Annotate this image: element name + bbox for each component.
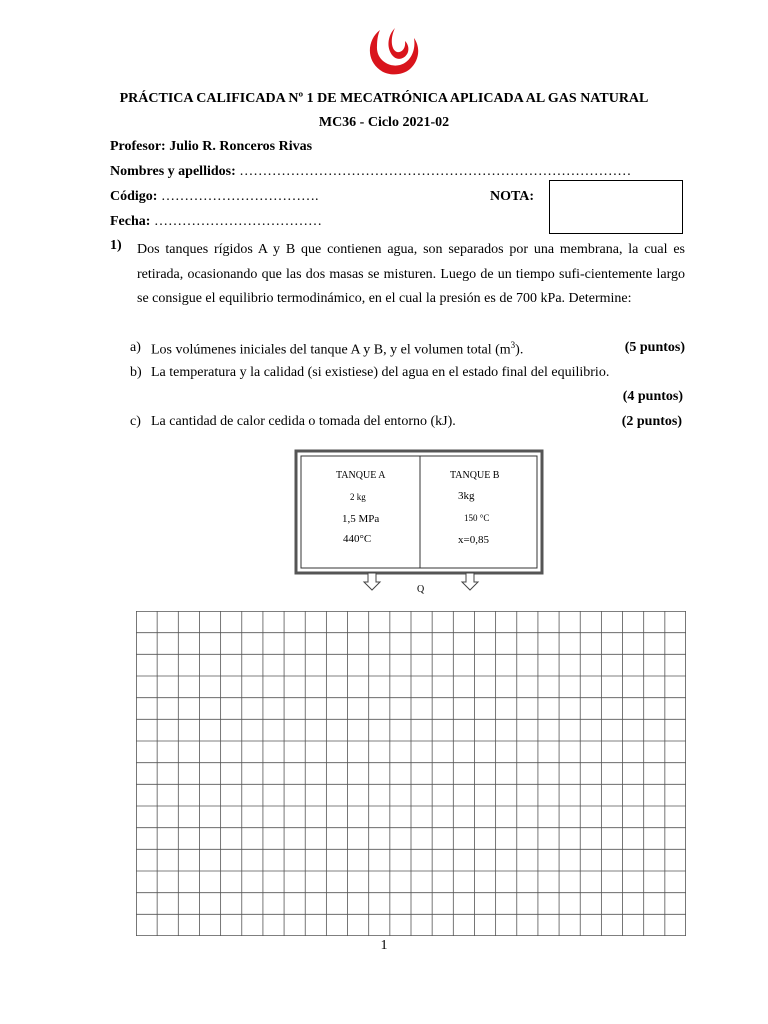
question-text: Dos tanques rígidos A y B que contienen agua, son separados por una membrana, la cual es retirada, ocasionando que las dos masas se misturen. Luego de un tiempo sufi-cientemente largo se consigue el equilibrio termodinámico, en el cual la presión es de 700 kPa. Determine: — [137, 242, 685, 306]
grade-box[interactable] — [549, 180, 683, 234]
exam-subtitle: MC36 - Ciclo 2021-02 — [318, 115, 450, 130]
tank-outer-frame — [296, 451, 542, 573]
item-a-text-end: ). — [515, 342, 524, 358]
grade-label: NOTA: — [490, 189, 535, 204]
tank-a-mass: 2 kg — [350, 492, 366, 502]
name-field[interactable] — [110, 164, 631, 180]
item-a-text — [151, 340, 523, 359]
question-number: 1) — [110, 238, 122, 253]
exam-title: PRÁCTICA CALIFICADA Nº 1 DE MECATRÓNICA APLICADA AL GAS NATURAL — [119, 91, 649, 106]
tank-b-mass: 3kg — [458, 490, 475, 502]
heat-arrow-b-icon — [462, 573, 478, 590]
heat-label: Q — [417, 584, 425, 595]
item-a-letter: a) — [130, 340, 141, 355]
tank-a-pressure: 1,5 MPa — [342, 513, 380, 525]
item-a-superscript: 3 — [510, 340, 516, 350]
code-label: Código: — [110, 189, 158, 204]
item-b-points: (4 puntos) — [622, 389, 683, 404]
tank-a-temperature: 440°C — [343, 533, 372, 545]
heat-arrow-a-icon — [364, 573, 380, 590]
page-number: 1 — [380, 938, 388, 953]
code-field[interactable] — [110, 189, 318, 205]
tank-b-temperature: 150 °C — [464, 513, 490, 523]
tank-b-label: TANQUE B — [450, 470, 500, 481]
item-a-text-main: Los volúmenes iniciales del tanque A y B, y el volumen total (m — [151, 342, 511, 358]
name-dots: ………………………………………………………………………… — [239, 164, 632, 179]
date-dots: ……………………………… — [153, 214, 322, 229]
tanks-diagram — [290, 448, 546, 598]
tank-a-label: TANQUE A — [336, 470, 386, 481]
item-c-text: La cantidad de calor cedida o tomada del entorno (kJ). — [151, 414, 456, 429]
code-dots: ……………………………. — [160, 189, 319, 204]
item-b-text: La temperatura y la calidad (si existiese) del agua en el estado final del equilibrio. — [151, 365, 610, 380]
date-field[interactable] — [110, 214, 322, 230]
item-c-points: (2 puntos) — [621, 414, 682, 429]
item-c-letter: c) — [130, 414, 141, 429]
answer-grid[interactable] — [136, 611, 686, 936]
professor-line — [110, 139, 312, 155]
item-b-letter: b) — [130, 365, 142, 380]
logo-flame-inner — [388, 28, 408, 59]
name-label: Nombres y apellidos: — [110, 164, 236, 179]
university-logo — [364, 26, 422, 78]
date-label: Fecha: — [110, 214, 151, 229]
professor-label: Profesor: Julio R. Ronceros Rivas — [110, 139, 313, 154]
tank-b-quality: x=0,85 — [458, 534, 489, 546]
item-a-points: (5 puntos) — [624, 340, 685, 355]
